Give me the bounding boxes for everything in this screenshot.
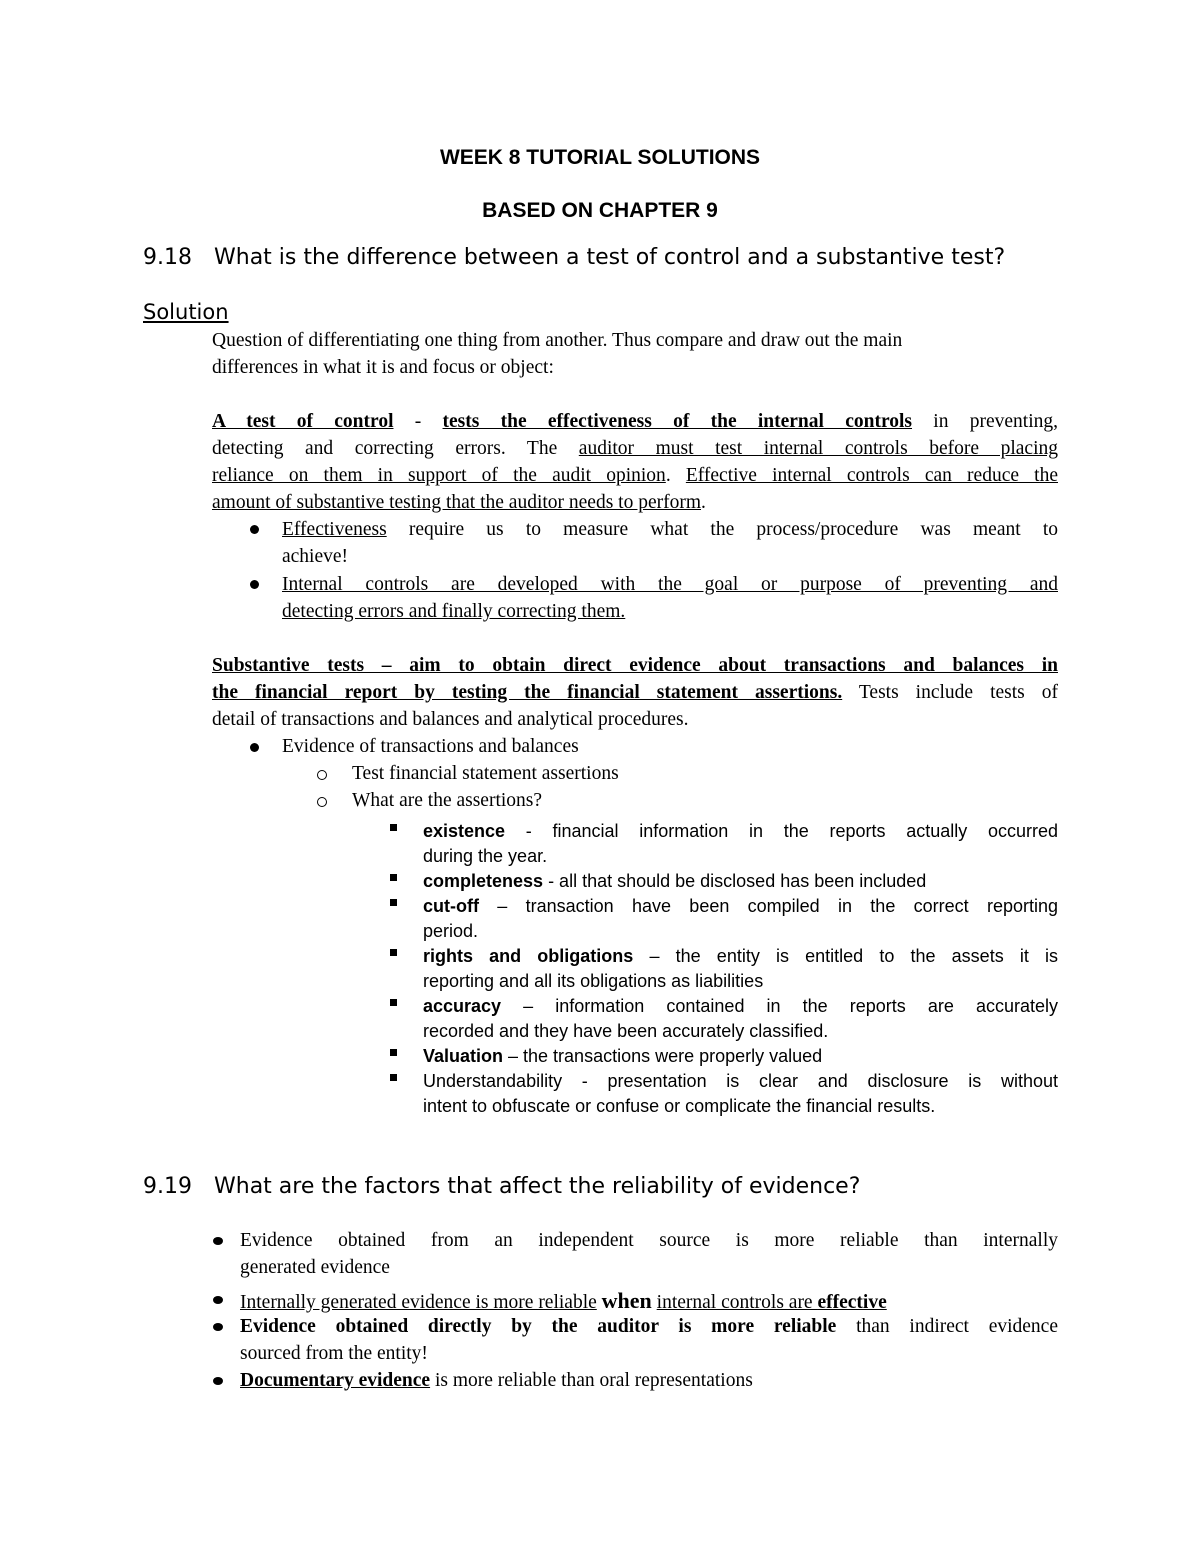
assertion-rights-line-2: reporting and all its obligations as liabilities <box>423 971 764 991</box>
toc-l4-end: . <box>701 492 706 513</box>
q2-b2-underlined-2: internal controls are <box>656 1292 818 1313</box>
assertion-text: - financial information in the reports actually occurred <box>505 821 1058 841</box>
assertion-completeness <box>423 871 926 892</box>
question-9-19 <box>143 1174 860 1199</box>
assertion-term: Valuation <box>423 1046 504 1066</box>
toc-bullet-2-line-1: Internal controls are developed with the goal or purpose of preventing and <box>282 574 1058 595</box>
bullet-icon <box>250 580 259 589</box>
toc-bullet-1-line-1 <box>282 519 1058 541</box>
sub-l2-tail: Tests include tests of <box>842 682 1058 703</box>
bullet-icon <box>250 743 259 752</box>
assertion-text: - all that should be disclosed has been included <box>543 871 927 891</box>
toc-bullet-1-text: require us to measure what the process/procedure was meant to <box>386 519 1058 540</box>
bullet-icon <box>213 1237 223 1245</box>
assertion-accuracy-line-2: recorded and they have been accurately classified. <box>423 1021 829 1041</box>
assertion-term: existence <box>423 821 506 841</box>
assertion-rights-line-1 <box>423 946 1058 967</box>
toc-term: A test of control <box>212 411 394 432</box>
toc-l4-underlined: amount of substantive testing that the auditor needs to perform <box>212 492 702 513</box>
bullet-icon <box>250 525 259 534</box>
assertion-existence-line-1 <box>423 821 1058 842</box>
toc-l3-dot: . <box>665 465 686 486</box>
square-bullet-icon <box>390 874 397 881</box>
toc-l3-underlined-2: Effective internal controls can reduce the <box>685 465 1058 486</box>
toc-definition: tests the effectiveness of the internal controls <box>442 411 913 432</box>
q2-b3-bold: Evidence obtained directly by the auditor is more reliable <box>240 1316 837 1337</box>
assertion-accuracy-line-1 <box>423 996 1058 1017</box>
bullet-icon <box>213 1323 223 1331</box>
assertion-cutoff-line-1 <box>423 896 1058 917</box>
q2-bullet-1-line-2: generated evidence <box>240 1257 390 1278</box>
assertion-term: accuracy <box>423 996 502 1016</box>
q2-bullet-2 <box>240 1288 887 1314</box>
question-text: What are the factors that affect the reliability of evidence? <box>214 1174 861 1199</box>
toc-line-1 <box>212 411 1058 433</box>
assertion-term: completeness <box>423 871 544 891</box>
q2-bullet-1-line-1: Evidence obtained from an independent source is more reliable than internally <box>240 1230 1058 1251</box>
q2-b3-tail: than indirect evidence <box>836 1316 1058 1337</box>
bullet-icon <box>213 1377 223 1385</box>
sub-bullet: Evidence of transactions and balances <box>282 736 579 757</box>
q2-b4-bold: Documentary evidence <box>240 1370 431 1391</box>
page-subtitle: BASED ON CHAPTER 9 <box>482 199 718 222</box>
intro-line-2: differences in what it is and focus or object: <box>212 357 554 378</box>
assertion-text: – information contained in the reports are accurately <box>501 996 1058 1016</box>
q2-b2-when: when <box>601 1288 652 1313</box>
sub-l2-bold: the financial report by testing the financial statement assertions. <box>212 682 843 703</box>
circle-bullet-icon <box>317 797 327 807</box>
toc-tail: in preventing, <box>912 411 1058 432</box>
assertion-term: rights and obligations <box>423 946 634 966</box>
q2-b2-effective: effective <box>817 1292 887 1313</box>
toc-bullet-2-line-2: detecting errors and finally correcting them. <box>282 601 626 622</box>
toc-line-3 <box>212 465 1058 487</box>
sub-line-2 <box>212 682 1058 704</box>
assertion-valuation <box>423 1046 822 1067</box>
assertion-text: – the transactions were properly valued <box>503 1046 823 1066</box>
q2-bullet-4 <box>240 1370 753 1392</box>
page-title: WEEK 8 TUTORIAL SOLUTIONS <box>439 146 761 169</box>
solution-heading: Solution <box>143 300 229 324</box>
square-bullet-icon <box>390 824 397 831</box>
question-number: 9.18 <box>143 245 192 270</box>
toc-l2-text: detecting and correcting errors. The <box>212 438 579 459</box>
assertion-understandability-line-1: Understandability - presentation is clear and disclosure is without <box>423 1071 1058 1091</box>
q2-b2-underlined: Internally generated evidence is more reliable <box>240 1292 597 1313</box>
bullet-icon <box>213 1296 223 1304</box>
square-bullet-icon <box>390 949 397 956</box>
effectiveness-term: Effectiveness <box>282 519 387 540</box>
assertion-text: – the entity is entitled to the assets it is <box>633 946 1058 966</box>
square-bullet-icon <box>390 1049 397 1056</box>
toc-dash: - <box>393 411 443 432</box>
toc-line-2 <box>212 438 1058 460</box>
square-bullet-icon <box>390 1074 397 1081</box>
intro-line-1: Question of differentiating one thing from another. Thus compare and draw out the main <box>212 330 903 351</box>
assertion-understandability-line-2: intent to obfuscate or confuse or complicate the financial results. <box>423 1096 936 1116</box>
toc-bullet-1-line-2: achieve! <box>282 546 349 567</box>
sub-line-3: detail of transactions and balances and analytical procedures. <box>212 709 689 730</box>
question-9-18 <box>143 245 1005 270</box>
assertion-term: cut-off <box>423 896 479 916</box>
assertion-existence-line-2: during the year. <box>423 846 548 866</box>
sub-line-1: Substantive tests – aim to obtain direct evidence about transactions and balances in <box>212 655 1058 676</box>
toc-l2-underlined: auditor must test internal controls before placing <box>578 438 1058 459</box>
assertion-text: – transaction have been compiled in the correct reporting <box>478 896 1058 916</box>
sub-sub-bullet-1: Test financial statement assertions <box>352 763 619 784</box>
question-text: What is the difference between a test of control and a substantive test? <box>214 245 1006 270</box>
sub-sub-bullet-2: What are the assertions? <box>352 790 543 811</box>
q2-bullet-3-line-2: sourced from the entity! <box>240 1343 428 1364</box>
toc-l3-underlined-1: reliance on them in support of the audit opinion <box>212 465 666 486</box>
square-bullet-icon <box>390 899 397 906</box>
square-bullet-icon <box>390 999 397 1006</box>
q2-bullet-3-line-1 <box>240 1316 1058 1338</box>
toc-line-4 <box>212 492 706 514</box>
question-number: 9.19 <box>143 1174 192 1199</box>
circle-bullet-icon <box>317 770 327 780</box>
q2-b4-tail: is more reliable than oral representations <box>430 1370 753 1391</box>
assertion-cutoff-line-2: period. <box>423 921 479 941</box>
